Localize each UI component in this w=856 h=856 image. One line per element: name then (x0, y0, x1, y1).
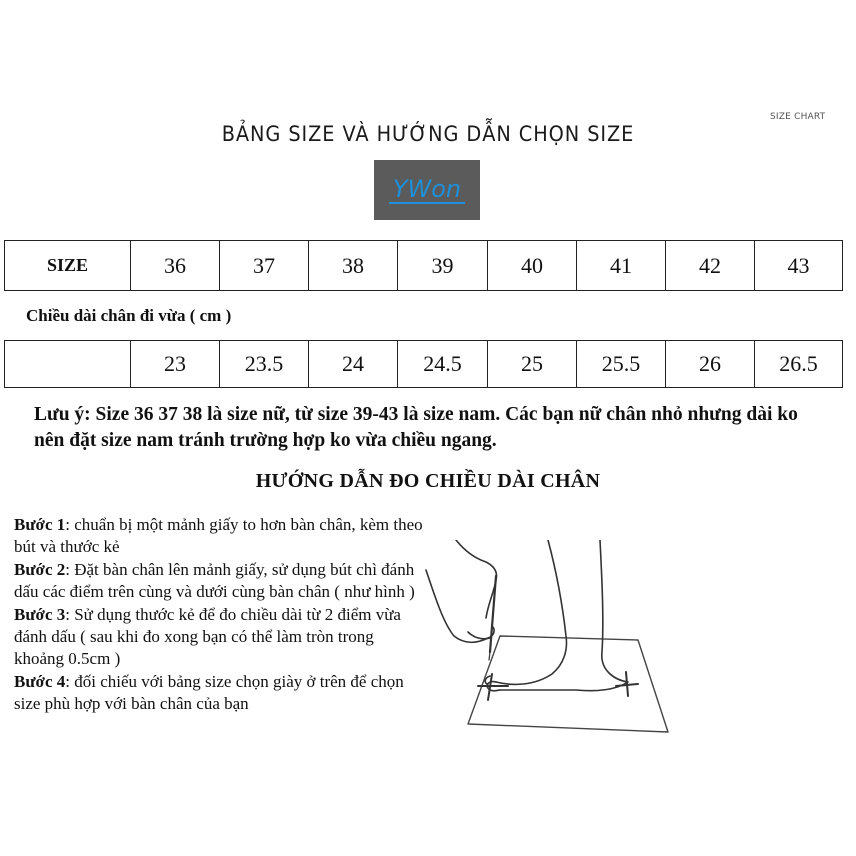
length-row (5, 341, 843, 388)
length-cell: 23 (131, 341, 220, 388)
step-label: Bước 4 (14, 671, 66, 691)
step-1 (14, 514, 424, 559)
size-header-cell: SIZE (5, 241, 131, 291)
size-note: Lưu ý: Size 36 37 38 là size nữ, từ size 39-43 là size nam. Các bạn nữ chân nhỏ nhưng dài ko nên đặt size nam tránh trường hợp ko vừa chiều ngang. (34, 404, 798, 451)
length-cell: 25 (488, 341, 577, 388)
foot-measure-illustration (416, 540, 756, 740)
size-cell: 37 (220, 241, 309, 291)
step-4 (14, 671, 424, 716)
size-cell: 43 (755, 241, 843, 291)
length-cell: 23.5 (220, 341, 309, 388)
brand-logo (374, 160, 480, 220)
length-cell: 26.5 (755, 341, 843, 388)
size-table (4, 240, 843, 291)
size-row (5, 241, 843, 291)
step-3 (14, 604, 424, 671)
step-text: : chuẩn bị một mảnh giấy to hơn bàn chân, kèm theo bút và thước kẻ (14, 515, 423, 557)
foot-length-caption: Chiều dài chân đi vừa ( cm ) (26, 306, 232, 325)
size-cell: 38 (309, 241, 398, 291)
step-text: : Sử dụng thước kẻ để đo chiều dài từ 2 điểm vừa đánh dấu ( sau khi đo xong bạn có thể làm tròn trong khoảng 0.5cm ) (14, 604, 401, 669)
step-text: : Đặt bàn chân lên mảnh giấy, sử dụng bút chì đánh dấu các điểm trên cùng và dưới cùng bàn chân ( như hình ) (14, 559, 415, 602)
step-text: : đối chiếu với bảng size chọn giày ở trên để chọn size phù hợp với bàn chân của bạn (14, 671, 404, 714)
length-cell: 26 (666, 341, 755, 388)
length-cell: 24 (309, 341, 398, 388)
step-label: Bước 1 (14, 515, 66, 534)
page-title: BẢNG SIZE VÀ HƯỚNG DẪN CHỌN SIZE (221, 122, 635, 146)
length-cell: 24.5 (398, 341, 488, 388)
measure-steps (14, 514, 424, 716)
foot-length-table (4, 340, 843, 388)
size-cell: 39 (398, 241, 488, 291)
brand-logo-text: YWon (389, 176, 465, 204)
size-chart-corner-label: SIZE CHART (770, 112, 826, 122)
length-header-cell (5, 341, 131, 388)
step-2 (14, 559, 424, 604)
measure-guide-title: HƯỚNG DẪN ĐO CHIỀU DÀI CHÂN (255, 470, 601, 492)
size-cell: 40 (488, 241, 577, 291)
size-cell: 41 (577, 241, 666, 291)
step-label: Bước 3 (14, 604, 66, 624)
length-cell: 25.5 (577, 341, 666, 388)
step-label: Bước 2 (14, 559, 66, 579)
size-cell: 36 (131, 241, 220, 291)
size-cell: 42 (666, 241, 755, 291)
